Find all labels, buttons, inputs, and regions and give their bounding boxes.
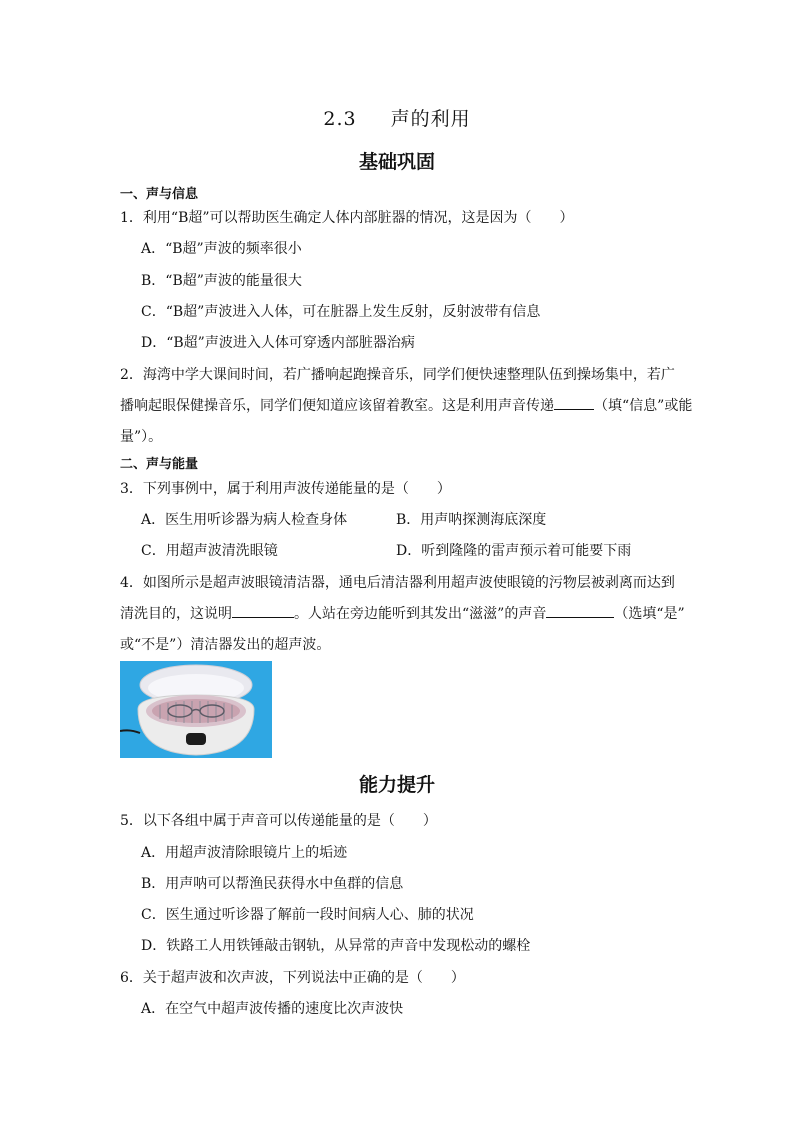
part1-heading: 基础巩固 xyxy=(358,151,435,173)
q3-stem: 3．下列事例中，属于利用声波传递能量的是（ ） xyxy=(120,481,451,497)
section-number: 2.3 xyxy=(323,108,357,130)
q1-option-c: C．“B超”声波进入人体，可在脏器上发生反射，反射波带有信息 xyxy=(141,304,541,320)
q5-option-b: B．用声呐可以帮渔民获得水中鱼群的信息 xyxy=(141,876,404,892)
q2-answer-blank[interactable] xyxy=(554,395,594,410)
q6-option-a: A．在空气中超声波传播的速度比次声波快 xyxy=(141,1001,404,1017)
q4-line2-c: （选填“是” xyxy=(614,606,685,622)
q3-option-c: C．用超声波清洗眼镜 xyxy=(141,543,278,559)
q5-option-a: A．用超声波清除眼镜片上的垢迹 xyxy=(141,845,348,861)
q1-option-b: B．“B超”声波的能量很大 xyxy=(141,273,302,289)
q6-stem: 6．关于超声波和次声波，下列说法中正确的是（ ） xyxy=(120,970,465,986)
q1-option-d: D．“B超”声波进入人体可穿透内部脏器治病 xyxy=(141,335,415,351)
q1-stem: 1．利用“B超”可以帮助医生确定人体内部脏器的情况，这是因为（ ） xyxy=(120,210,574,226)
q2-line2 xyxy=(120,395,692,415)
ultrasonic-cleaner-photo xyxy=(120,661,272,758)
q4-answer-blank-2[interactable] xyxy=(546,603,614,618)
q5-option-c: C．医生通过听诊器了解前一段时间病人心、肺的状况 xyxy=(141,907,474,923)
q4-line2-b: 。人站在旁边能听到其发出“滋滋”的声音 xyxy=(294,606,547,622)
q1-option-a: A．“B超”声波的频率很小 xyxy=(141,241,302,257)
q2-line1: 2．海湾中学大课间时间，若广播响起跑操音乐，同学们便快速整理队伍到操场集中，若广 xyxy=(120,367,675,383)
q4-line3: 或“不是”）清洁器发出的超声波。 xyxy=(120,637,331,653)
ultrasonic-cleaner-illustration xyxy=(120,661,272,758)
q3-option-d: D．听到隆隆的雷声预示着可能要下雨 xyxy=(396,543,632,559)
q4-line2 xyxy=(120,603,685,623)
part2-heading: 能力提升 xyxy=(358,774,435,796)
q4-line2-a: 清洗目的，这说明 xyxy=(120,606,232,622)
q2-line3: 量”）。 xyxy=(120,429,163,445)
q2-line2-before: 播响起眼保健操音乐，同学们便知道应该留着教室。这是利用声音传递 xyxy=(120,398,554,414)
q5-stem: 5．以下各组中属于声音可以传递能量的是（ ） xyxy=(120,813,437,829)
q5-option-d: D．铁路工人用铁锤敲击钢轨，从异常的声音中发现松动的螺栓 xyxy=(141,938,531,954)
q2-line2-after: （填“信息”或能 xyxy=(594,398,693,414)
lesson-title xyxy=(0,104,794,131)
q4-line1: 4．如图所示是超声波眼镜清洁器，通电后清洁器利用超声波使眼镜的污物层被剥离而达到 xyxy=(120,575,675,591)
section2-label: 二、声与能量 xyxy=(120,457,199,472)
q3-option-b: B．用声呐探测海底深度 xyxy=(396,512,547,528)
q3-option-a: A．医生用听诊器为病人检查身体 xyxy=(141,512,348,528)
section1-label: 一、声与信息 xyxy=(120,187,199,202)
q4-answer-blank-1[interactable] xyxy=(232,603,294,618)
chapter-title: 声的利用 xyxy=(390,108,471,130)
